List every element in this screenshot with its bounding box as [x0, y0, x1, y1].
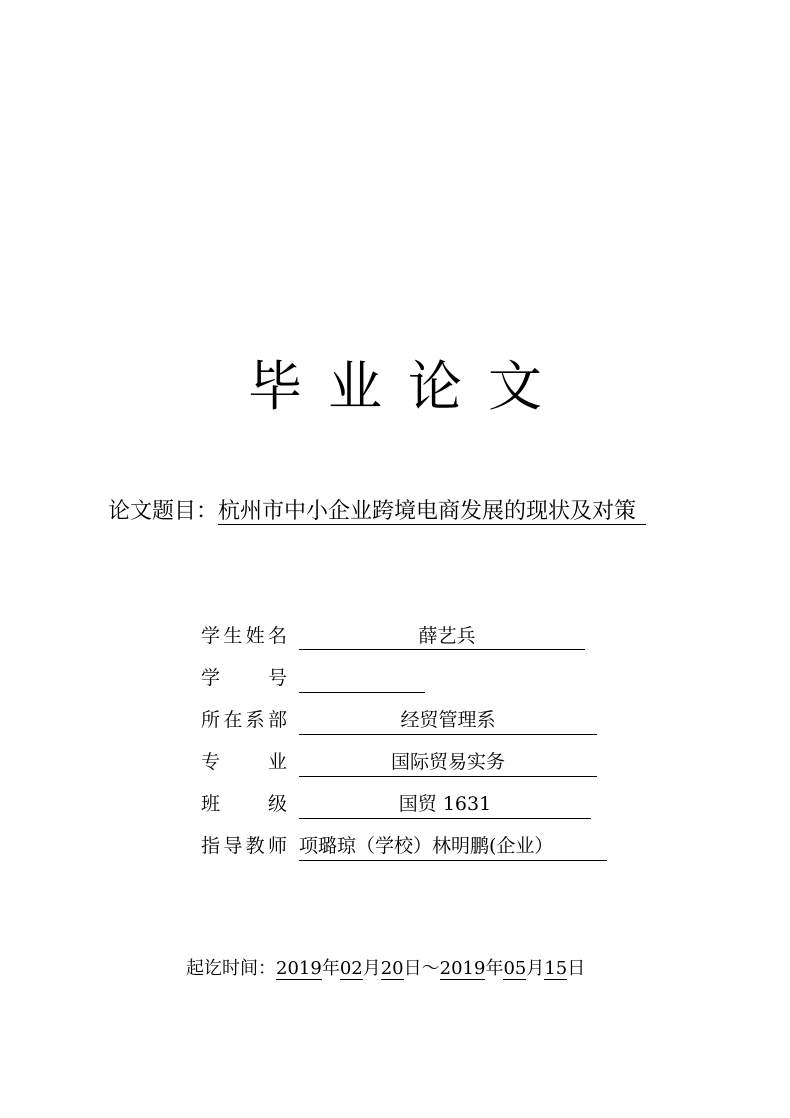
student-name-label: 学 生 姓 名 — [201, 625, 287, 647]
start-day: 20 — [380, 958, 404, 979]
major-value: 国际贸易实务 — [299, 748, 597, 777]
major-label: 专 业 — [201, 751, 287, 773]
department-value: 经贸管理系 — [299, 706, 597, 735]
department-label: 所 在 系 部 — [201, 709, 287, 731]
student-id-value — [299, 664, 425, 693]
end-day: 15 — [544, 958, 568, 979]
year-unit: 年 — [485, 958, 504, 979]
year-unit: 年 — [321, 958, 340, 979]
class-label: 班 级 — [201, 793, 287, 815]
page-title: 毕业论文 — [248, 355, 568, 418]
student-name-value: 薛艺兵 — [299, 622, 585, 650]
period-line — [186, 956, 585, 982]
advisor-label: 指 导 教 师 — [201, 835, 287, 857]
month-unit: 月 — [526, 958, 545, 979]
start-year: 2019 — [276, 958, 322, 979]
end-year: 2019 — [439, 958, 486, 979]
student-id-label: 学 号 — [201, 667, 287, 689]
advisor-value: 项璐琼（学校）林明鹏(企业） — [299, 832, 607, 861]
thesis-topic — [108, 496, 646, 528]
day-unit: 日 — [403, 958, 422, 979]
topic-value: 杭州市中小企业跨境电商发展的现状及对策 — [218, 499, 646, 525]
period-separator: ～ — [421, 958, 440, 979]
month-unit: 月 — [362, 958, 381, 979]
day-unit: 日 — [567, 958, 586, 979]
topic-label: 论文题目： — [108, 499, 219, 524]
class-value: 国贸 1631 — [299, 790, 591, 819]
period-label: 起讫时间： — [186, 958, 276, 979]
end-month: 05 — [503, 958, 527, 979]
start-month: 02 — [339, 958, 363, 979]
